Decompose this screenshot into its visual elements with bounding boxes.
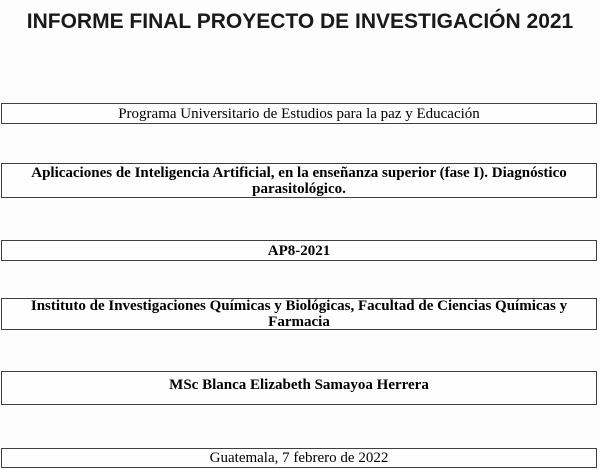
place-date-box (1, 448, 597, 468)
program-name-text: Programa Universitario de Estudios para la paz y Educación (118, 105, 480, 122)
institution-text: Instituto de Investigaciones Químicas y Biológicas, Facultad de Ciencias Químicas y Farmacia (30, 298, 568, 330)
document-title: INFORME FINAL PROYECTO DE INVESTIGACIÓN 2021 (26, 10, 574, 33)
project-title-box (1, 163, 597, 198)
institution-box (1, 298, 597, 330)
project-title-text: Aplicaciones de Inteligencia Artificial, en la enseñanza superior (fase I). Diagnóstico parasitológico. (31, 164, 567, 197)
project-code-text: AP8-2021 (267, 242, 331, 259)
program-box (1, 103, 597, 124)
project-code-box (1, 240, 597, 261)
place-date-text: Guatemala, 7 febrero de 2022 (209, 450, 389, 466)
author-box (1, 371, 597, 405)
author-name-text: MSc Blanca Elizabeth Samayoa Herrera (169, 377, 429, 393)
